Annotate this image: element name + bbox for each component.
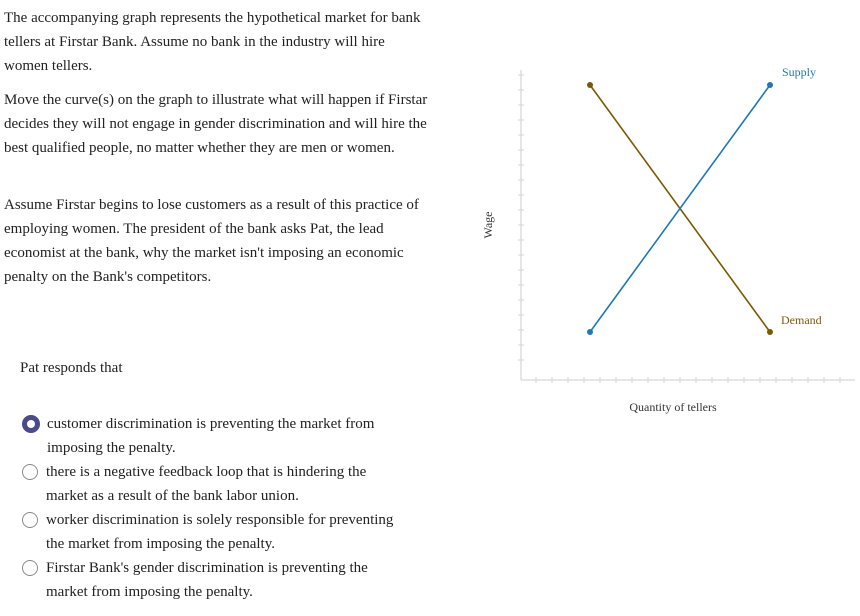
answer-option-gender-discrimination[interactable] xyxy=(22,556,402,604)
supply-curve-handle-top[interactable] xyxy=(767,82,773,88)
radio-button[interactable] xyxy=(22,512,38,528)
supply-demand-graph[interactable] xyxy=(470,55,860,425)
question-paragraph-2: Move the curve(s) on the graph to illustrate what will happen if Firstar decides they will not engage in gender discrimination and will hire the best qualified people, no matter whether they are men or women. xyxy=(4,92,428,156)
demand-label: Demand xyxy=(781,313,822,327)
question-paragraph-3: Assume Firstar begins to lose customers as a result of this practice of employing women. The president of the bank asks Pat, the lead economist at the bank, why the market isn't imposing an economic penalty on the Bank's competitors. xyxy=(4,197,419,285)
answer-option-feedback-loop[interactable] xyxy=(22,460,402,508)
supply-label: Supply xyxy=(782,65,817,79)
answer-option-label: customer discrimination is preventing the market from imposing the penalty. xyxy=(47,416,375,456)
demand-curve-handle-top[interactable] xyxy=(587,82,593,88)
answer-option-label: worker discrimination is solely responsible for preventing the market from imposing the penalty. xyxy=(46,512,394,552)
answer-option-customer-discrimination[interactable] xyxy=(22,412,402,460)
answer-prompt: Pat responds that xyxy=(20,360,123,376)
x-axis-label: Quantity of tellers xyxy=(629,400,717,414)
radio-button[interactable] xyxy=(22,560,38,576)
demand-curve-handle-bottom[interactable] xyxy=(767,329,773,335)
answer-option-label: there is a negative feedback loop that is hindering the market as a result of the bank labor union. xyxy=(46,464,367,504)
supply-curve-handle-bottom[interactable] xyxy=(587,329,593,335)
question-paragraph-1: The accompanying graph represents the hypothetical market for bank tellers at Firstar Bank. Assume no bank in the industry will hire women tellers. xyxy=(4,10,421,74)
radio-button-selected[interactable] xyxy=(22,415,40,433)
radio-button[interactable] xyxy=(22,464,38,480)
answer-option-label: Firstar Bank's gender discrimination is preventing the market from imposing the penalty. xyxy=(46,560,368,600)
y-axis-label: Wage xyxy=(481,211,495,239)
answer-option-worker-discrimination[interactable] xyxy=(22,508,402,556)
